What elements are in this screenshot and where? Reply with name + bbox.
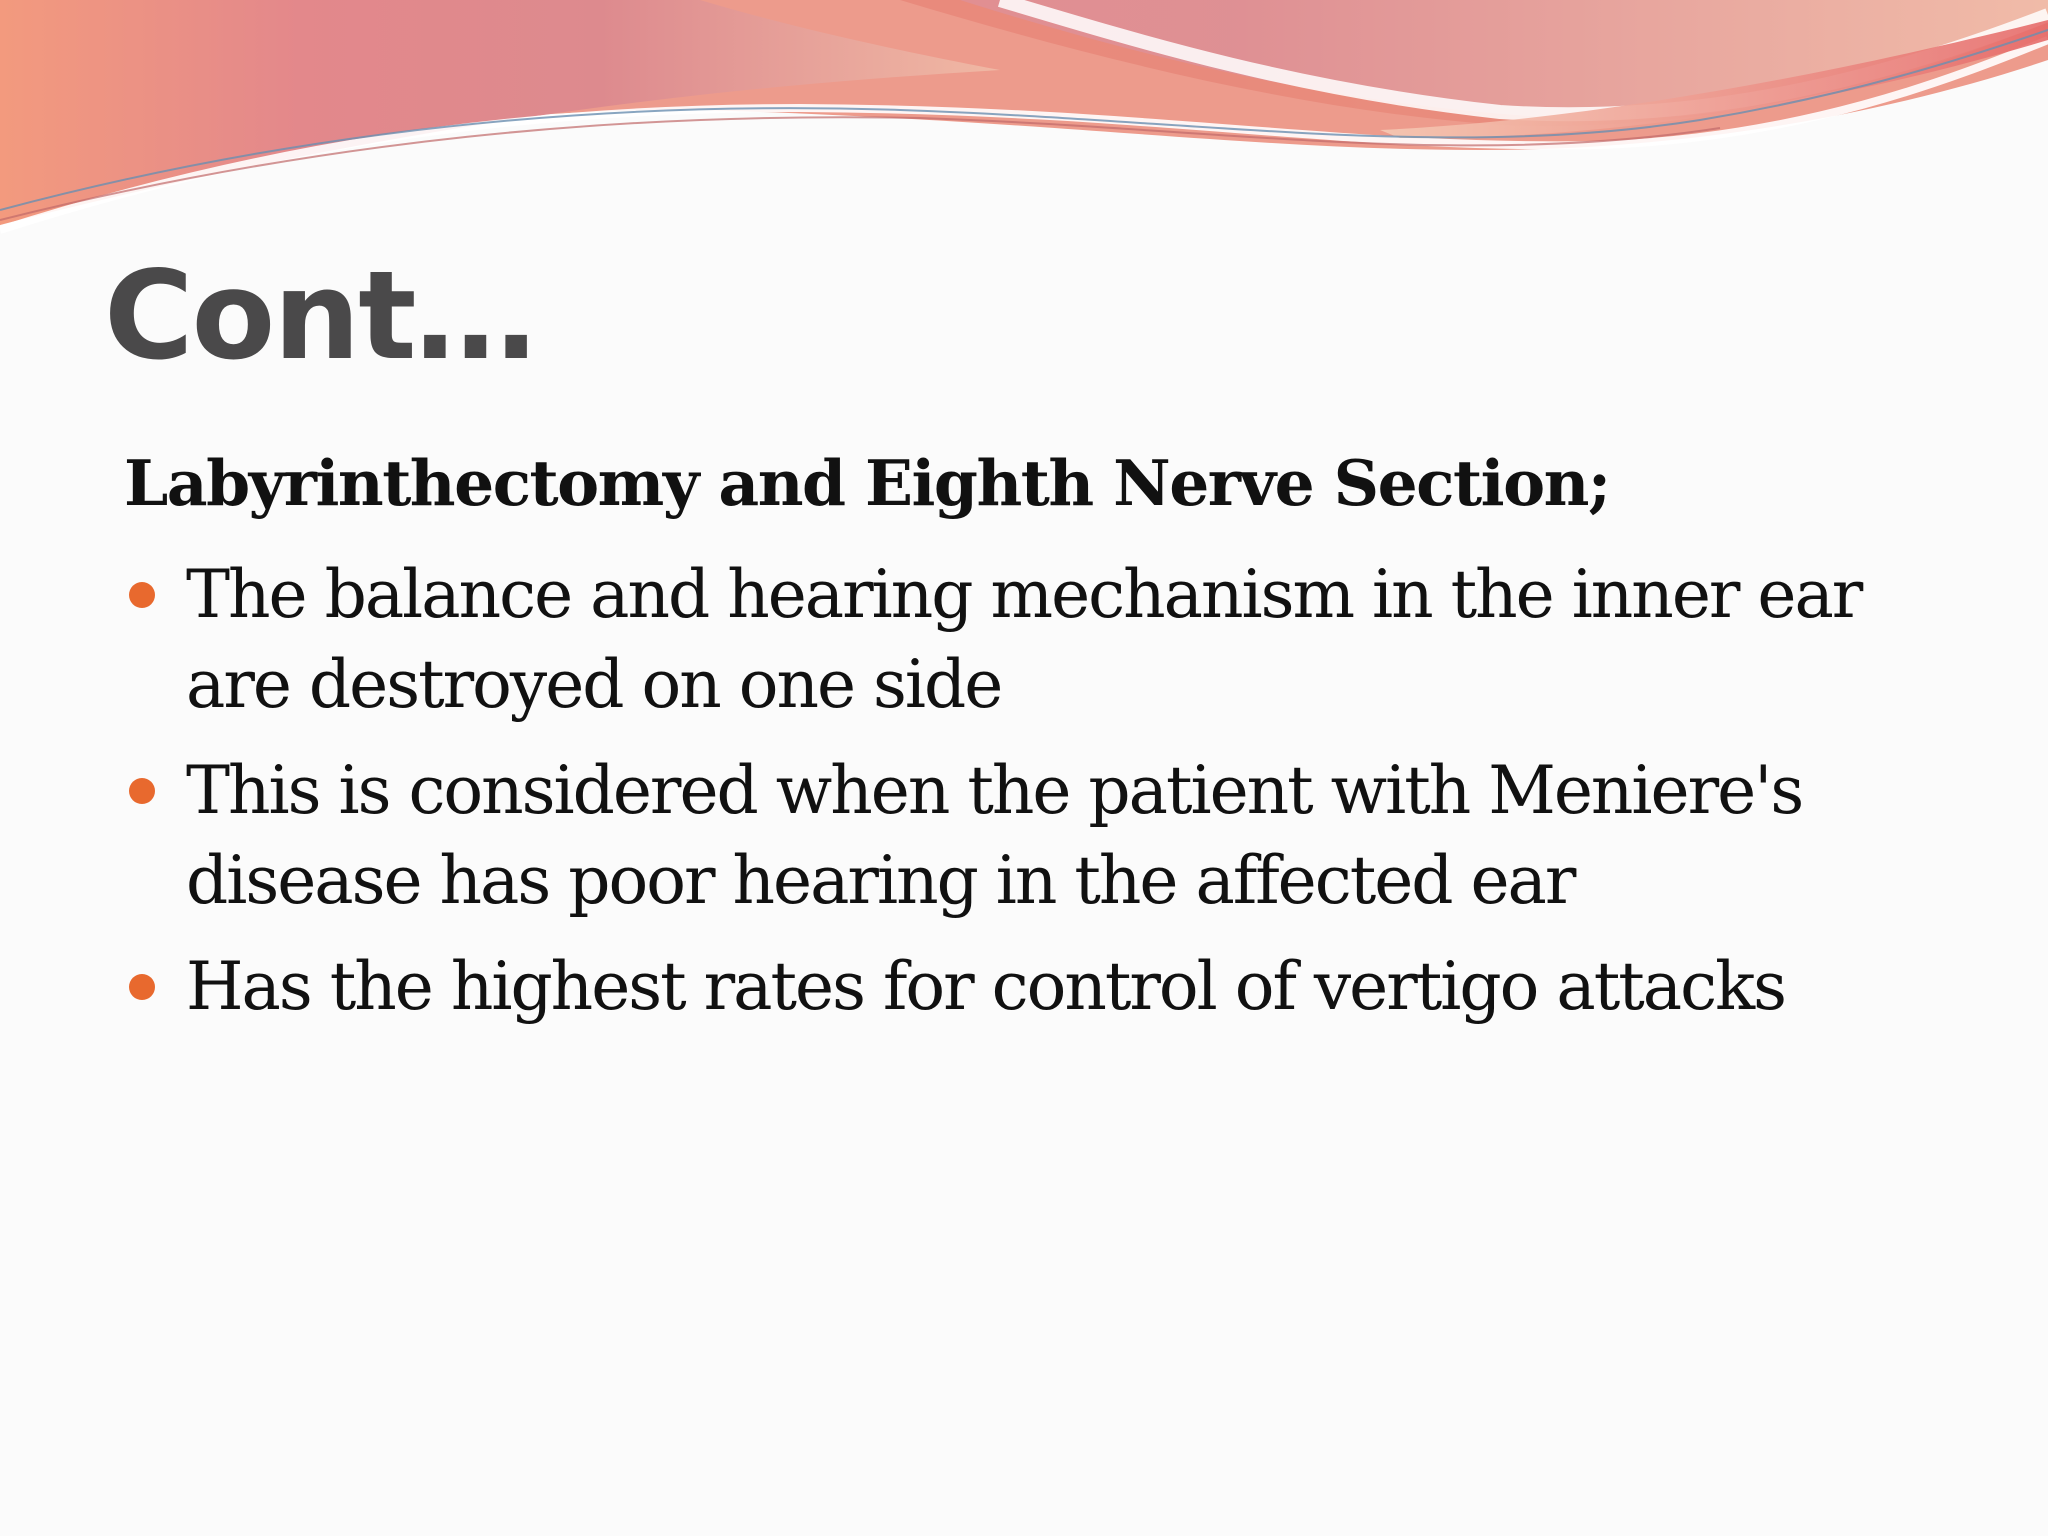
slide-subtitle: Labyrinthectomy and Eighth Nerve Section; [124,446,1610,520]
bullet-item [124,942,1924,1032]
header-wave-decoration [0,0,2048,260]
bullet-text: This is considered when the patient with Meniere's disease has poor hearing in the affected ear [186,752,1803,919]
bullet-text: Has the highest rates for control of vertigo attacks [186,948,1785,1025]
bullet-item [124,550,1924,730]
bullet-item [124,746,1924,926]
bullet-dot-icon [129,582,155,608]
bullet-dot-icon [129,974,155,1000]
bullet-text: The balance and hearing mechanism in the inner ear are destroyed on one side [186,556,1862,723]
slide-title: Cont… [104,245,535,387]
bullet-list [124,550,1924,1048]
bullet-dot-icon [129,778,155,804]
